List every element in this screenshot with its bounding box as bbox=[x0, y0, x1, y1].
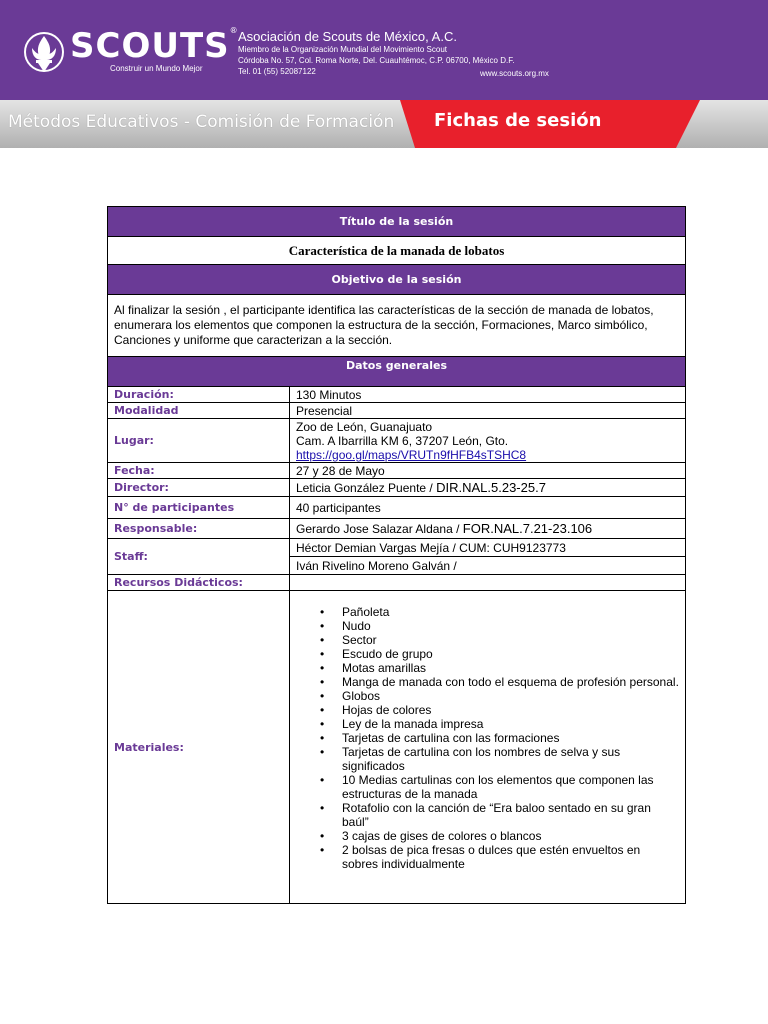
material-item: • Rotafolio con la canción de “Era baloo sentado en su gran baúl” bbox=[320, 801, 679, 829]
subbar-title: Métodos Educativos - Comisión de Formación bbox=[8, 112, 395, 132]
label-director: Director: bbox=[108, 479, 290, 496]
organization-phone: Tel. 01 (55) 52087122 bbox=[238, 67, 316, 76]
staff-line-2: Iván Rivelino Moreno Galván / bbox=[290, 556, 685, 574]
value-modalidad: Presencial bbox=[296, 403, 353, 418]
red-tab-label: Fichas de sesión bbox=[434, 110, 602, 131]
label-modalidad: Modalidad bbox=[108, 403, 290, 418]
row-participantes bbox=[108, 497, 685, 519]
title-header: Título de la sesión bbox=[108, 207, 685, 237]
material-item: • Hojas de colores bbox=[320, 703, 679, 717]
brand-slogan: Construir un Mundo Mejor bbox=[110, 64, 203, 73]
value-participantes: 40 participantes bbox=[296, 500, 381, 515]
label-staff: Staff: bbox=[108, 539, 290, 574]
organization-line: Miembro de la Organización Mundial del Movimiento Scout bbox=[238, 45, 447, 54]
objective-header: Objetivo de la sesión bbox=[108, 265, 685, 295]
material-item: • Globos bbox=[320, 689, 679, 703]
row-recursos bbox=[108, 575, 685, 591]
value-materiales bbox=[290, 591, 685, 903]
material-item: • 10 Medias cartulinas con los elementos que componen las estructuras de la manada bbox=[320, 773, 679, 801]
value-duracion: 130 Minutos bbox=[296, 387, 362, 402]
brand-name: SCOUTS® bbox=[70, 26, 239, 66]
material-item: • 2 bolsas de pica fresas o dulces que estén envueltos en sobres individualmente bbox=[320, 843, 679, 871]
material-item: • Escudo de grupo bbox=[320, 647, 679, 661]
staff-line-1: Héctor Demian Vargas Mejía / CUM: CUH9123773 bbox=[296, 540, 566, 555]
value-fecha: 27 y 28 de Mayo bbox=[296, 463, 385, 478]
organization-info bbox=[238, 30, 514, 77]
organization-website[interactable]: www.scouts.org.mx bbox=[480, 69, 549, 78]
material-item: • Tarjetas de cartulina con los nombres de selva y sus significados bbox=[320, 745, 679, 773]
value-responsable bbox=[290, 519, 685, 538]
value-lugar bbox=[290, 419, 685, 462]
row-materiales bbox=[108, 591, 685, 903]
row-responsable bbox=[108, 519, 685, 539]
material-item: • 3 cajas de gises de colores o blancos bbox=[320, 829, 679, 843]
row-fecha bbox=[108, 463, 685, 479]
director-name: Leticia González Puente / bbox=[296, 480, 433, 495]
fleur-de-lis-logo-icon bbox=[24, 30, 64, 78]
material-item: • Sector bbox=[320, 633, 679, 647]
material-item: • Motas amarillas bbox=[320, 661, 679, 675]
label-duracion: Duración: bbox=[108, 387, 290, 402]
row-director bbox=[108, 479, 685, 497]
general-data-header: Datos generales bbox=[108, 357, 685, 387]
label-materiales: Materiales: bbox=[108, 591, 290, 903]
director-code: DIR.NAL.5.23-25.7 bbox=[436, 479, 546, 495]
label-participantes: N° de participantes bbox=[108, 497, 290, 518]
material-item: • Nudo bbox=[320, 619, 679, 633]
label-recursos: Recursos Didácticos: bbox=[108, 575, 290, 590]
lugar-line-2: Cam. A Ibarrilla KM 6, 37207 León, Gto. bbox=[296, 433, 509, 448]
responsable-code: FOR.NAL.7.21-23.106 bbox=[462, 520, 593, 536]
organization-name: Asociación de Scouts de México, A.C. bbox=[238, 29, 457, 44]
objective-text: Al finalizar la sesión , el participante identifica las características de la sección de manada de lobatos, enumerara los elementos que componen la estructura de la sección, Formaciones, Marco simbólico, Canciones y uniforme que caracterizan a la sección. bbox=[108, 295, 685, 357]
responsable-name: Gerardo Jose Salazar Aldana / bbox=[296, 521, 460, 536]
session-sheet bbox=[107, 206, 686, 904]
row-lugar bbox=[108, 419, 685, 463]
session-title: Característica de la manada de lobatos bbox=[108, 237, 685, 265]
material-item: • Tarjetas de cartulina con las formaciones bbox=[320, 731, 679, 745]
value-staff bbox=[290, 539, 685, 574]
material-item: • Ley de la manada impresa bbox=[320, 717, 679, 731]
label-lugar: Lugar: bbox=[108, 419, 290, 462]
value-recursos bbox=[290, 575, 685, 590]
label-responsable: Responsable: bbox=[108, 519, 290, 538]
material-item: • Manga de manada con todo el esquema de profesión personal. bbox=[320, 675, 679, 689]
lugar-line-1: Zoo de León, Guanajuato bbox=[296, 419, 433, 434]
row-duracion bbox=[108, 387, 685, 403]
materials-list bbox=[290, 591, 685, 883]
value-director bbox=[290, 479, 685, 496]
map-link[interactable]: https://goo.gl/maps/VRUTn9fHFB4sTSHC8 bbox=[296, 447, 527, 462]
label-fecha: Fecha: bbox=[108, 463, 290, 478]
material-item: • Pañoleta bbox=[320, 605, 679, 619]
row-modalidad bbox=[108, 403, 685, 419]
organization-address: Córdoba No. 57, Col. Roma Norte, Del. Cuauhtémoc, C.P. 06700, México D.F. bbox=[238, 56, 515, 65]
row-staff bbox=[108, 539, 685, 575]
